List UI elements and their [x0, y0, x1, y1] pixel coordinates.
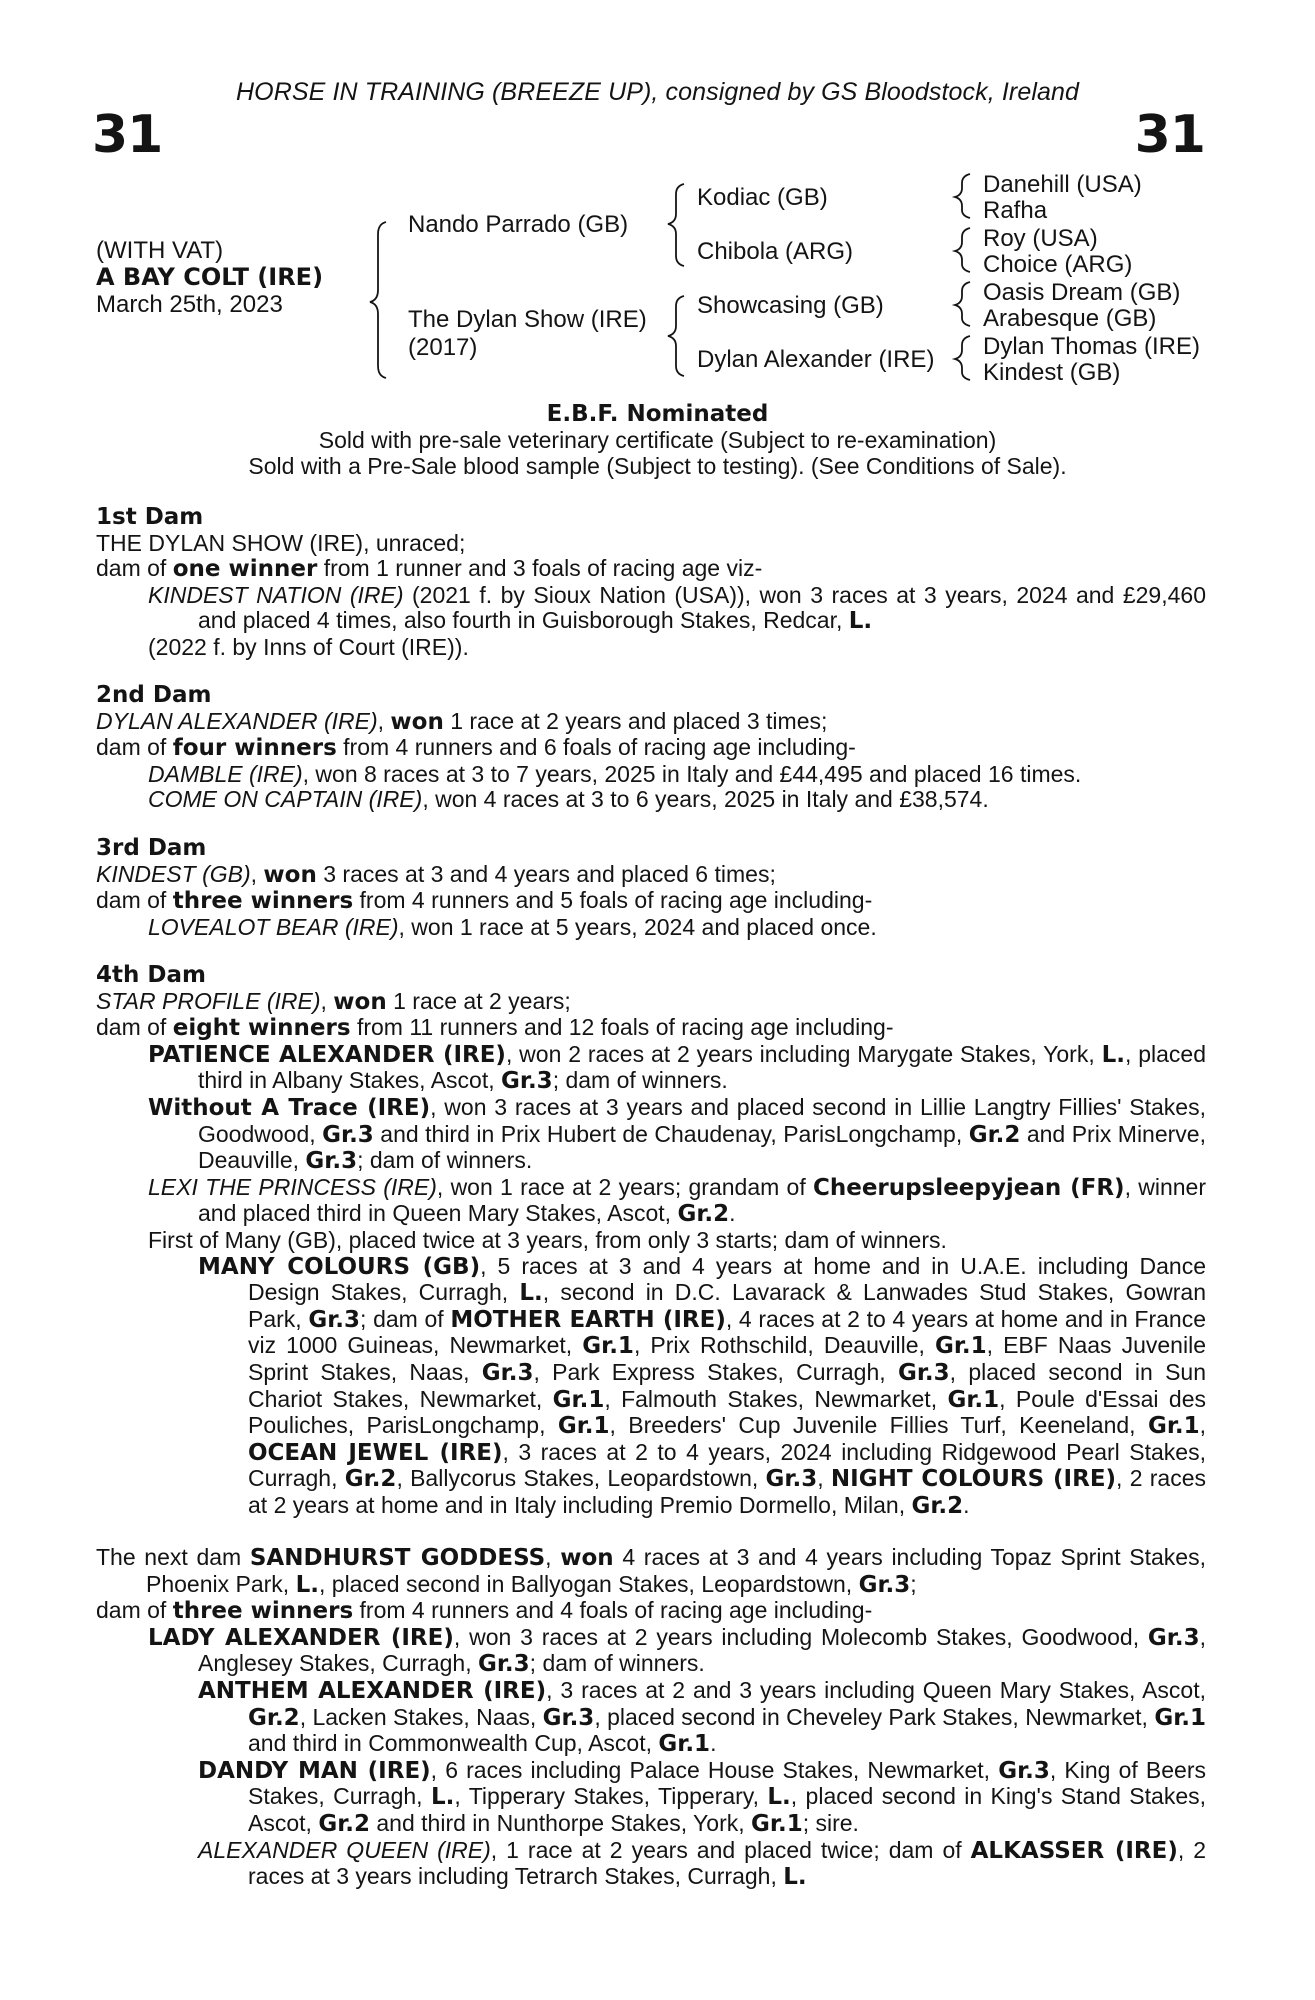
- fourth-dam-intro: STAR PROFILE (IRE), won 1 race at 2 years;: [96, 987, 571, 1015]
- fourth-dam-heading: 4th Dam: [96, 962, 206, 988]
- third-dam-produce-summary: dam of three winners from 4 runners and 5 foals of racing age including-: [96, 887, 873, 915]
- horse-name: A BAY COLT (IRE): [96, 263, 324, 291]
- dam-year: (2017): [408, 334, 478, 361]
- next-dam-intro: The next dam SANDHURST GODDESS, won 4 races at 3 and 4 years including Topaz Sprint Stakes, Phoenix Park, L., placed second in Ballyogan Stakes, Leopardstown, Gr.3;: [96, 1544, 1206, 1598]
- lot-number-right: 31: [1134, 105, 1205, 165]
- gen3-8: Kindest (GB): [983, 359, 1121, 386]
- sire-sire: Kodiac (GB): [697, 184, 828, 211]
- fourth-dam-section: [96, 963, 1206, 1519]
- second-dam-section: [96, 683, 1206, 813]
- vat-label: (WITH VAT): [96, 237, 224, 264]
- second-dam-heading: 2nd Dam: [96, 682, 212, 708]
- produce-entry: (2022 f. by Inns of Court (IRE)).: [148, 633, 469, 660]
- first-dam-heading: 1st Dam: [96, 504, 204, 530]
- ebf-nominated: E.B.F. Nominated: [546, 401, 769, 427]
- next-dam-section: [96, 1545, 1206, 1891]
- first-dam-produce-summary: dam of one winner from 1 runner and 3 foals of racing age viz-: [96, 555, 763, 583]
- grand-produce-entry: ALEXANDER QUEEN (IRE), 1 race at 2 years and placed twice; dam of ALKASSER (IRE), 2 races at 3 years including Tetrarch Stakes, Curragh, L.: [198, 1836, 1207, 1891]
- gen3-5: Oasis Dream (GB): [983, 279, 1181, 306]
- sire-name: Nando Parrado (GB): [408, 211, 629, 238]
- next-dam-produce-summary: dam of three winners from 4 runners and 4 foals of racing age including-: [96, 1597, 873, 1625]
- produce-entry: LADY ALEXANDER (IRE), won 3 races at 2 years including Molecomb Stakes, Goodwood, Gr.3, Anglesey Stakes, Curragh, Gr.3; dam of winners.: [148, 1623, 1206, 1678]
- grand-produce-entry: DANDY MAN (IRE), 6 races including Palace House Stakes, Newmarket, Gr.3, King of Beers Stakes, Curragh, L., Tipperary Stakes, Tipperary, L., placed second in King's Stand Stakes, Ascot, Gr.2 and third in Nunthorpe Stakes, York, Gr.1; sire.: [198, 1756, 1206, 1837]
- grand-produce-entry: ANTHEM ALEXANDER (IRE), 3 races at 2 and 3 years including Queen Mary Stakes, Ascot, Gr.2, Lacken Stakes, Naas, Gr.3, placed second in Cheveley Park Stakes, Newmarket, Gr.1 and third in Commonwealth Cup, Ascot, Gr.1.: [198, 1676, 1206, 1758]
- third-dam-heading: 3rd Dam: [96, 835, 207, 861]
- produce-entry: First of Many (GB), placed twice at 3 years, from only 3 starts; dam of winners.: [148, 1226, 947, 1253]
- foaled-date: March 25th, 2023: [96, 291, 283, 318]
- third-dam-intro: KINDEST (GB), won 3 races at 3 and 4 years and placed 6 times;: [96, 860, 776, 888]
- produce-entry: KINDEST NATION (IRE) (2021 f. by Sioux Nation (USA)), won 3 races at 3 years, 2024 and £29,460 and placed 4 times, also fourth in Guisborough Stakes, Redcar, L.: [148, 581, 1206, 635]
- page-header: HORSE IN TRAINING (BREEZE UP), consigned by GS Bloodstock, Ireland: [236, 78, 1079, 106]
- grand-produce-entry: MANY COLOURS (GB), 5 races at 3 and 4 years at home and in U.A.E. including Dance Design Stakes, Curragh, L., second in D.C. Lavarack & Lanwades Stud Stakes, Gowran Park, Gr.3; dam of MOTHER EARTH (IRE), 4 races at 2 to 4 years at home and in France viz 1000 Guineas, Newmarket, Gr.1, Prix Rothschild, Deauville, Gr.1, EBF Naas Juvenile Sprint Stakes, Naas, Gr.3, Park Express Stakes, Curragh, Gr.3, placed second in Sun Chariot Stakes, Newmarket, Gr.1, Falmouth Stakes, Newmarket, Gr.1, Poule d'Essai des Pouliches, ParisLongchamp, Gr.1, Breeders' Cup Juvenile Fillies Turf, Keeneland, Gr.1, OCEAN JEWEL (IRE), 3 races at 2 to 4 years, 2024 including Ridgewood Pearl Stakes, Curragh, Gr.2, Ballycorus Stakes, Leopardstown, Gr.3, NIGHT COLOURS (IRE), 2 races at 2 years at home and in Italy including Premio Dormello, Milan, Gr.2.: [198, 1252, 1207, 1519]
- gen3-3: Roy (USA): [983, 225, 1098, 252]
- gen3-6: Arabesque (GB): [983, 305, 1157, 332]
- gen3-4: Choice (ARG): [983, 251, 1133, 278]
- first-dam-intro: THE DYLAN SHOW (IRE), unraced;: [96, 529, 466, 556]
- third-dam-section: [96, 836, 1206, 940]
- produce-entry: Without A Trace (IRE), won 3 races at 3 years and placed second in Lillie Langtry Fillies' Stakes, Goodwood, Gr.3 and third in Prix Hubert de Chaudenay, ParisLongchamp, Gr.2 and Prix Minerve, Deauville, Gr.3; dam of winners.: [148, 1093, 1206, 1175]
- blood-sample-note: Sold with a Pre-Sale blood sample (Subject to testing). (See Conditions of Sale).: [248, 453, 1067, 479]
- sire-dam: Chibola (ARG): [697, 238, 854, 265]
- produce-entry: LEXI THE PRINCESS (IRE), won 1 race at 2 years; grandam of Cheerupsleepyjean (FR), winner and placed third in Queen Mary Stakes, Ascot, Gr.2.: [148, 1173, 1206, 1228]
- fourth-dam-produce-summary: dam of eight winners from 11 runners and 12 foals of racing age including-: [96, 1014, 894, 1042]
- produce-entry: PATIENCE ALEXANDER (IRE), won 2 races at 2 years including Marygate Stakes, York, L., placed third in Albany Stakes, Ascot, Gr.3; dam of winners.: [148, 1040, 1206, 1095]
- produce-entry: COME ON CAPTAIN (IRE), won 4 races at 3 to 6 years, 2025 in Italy and £38,574.: [148, 786, 989, 813]
- first-dam-section: [96, 505, 1206, 661]
- produce-entry: LOVEALOT BEAR (IRE), won 1 race at 5 years, 2024 and placed once.: [148, 913, 877, 940]
- lot-number-left: 31: [92, 105, 163, 165]
- dam-name: The Dylan Show (IRE): [408, 306, 647, 333]
- dam-sire: Showcasing (GB): [697, 292, 884, 319]
- dam-dam: Dylan Alexander (IRE): [697, 346, 935, 373]
- vet-certificate-note: Sold with pre-sale veterinary certificate (Subject to re-examination): [318, 427, 997, 453]
- gen3-2: Rafha: [983, 197, 1048, 224]
- gen3-1: Danehill (USA): [983, 171, 1142, 198]
- second-dam-produce-summary: dam of four winners from 4 runners and 6 foals of racing age including-: [96, 734, 856, 762]
- second-dam-intro: DYLAN ALEXANDER (IRE), won 1 race at 2 years and placed 3 times;: [96, 707, 828, 735]
- gen3-7: Dylan Thomas (IRE): [983, 333, 1200, 360]
- produce-entry: DAMBLE (IRE), won 8 races at 3 to 7 years, 2025 in Italy and £44,495 and placed 16 times.: [148, 760, 1082, 787]
